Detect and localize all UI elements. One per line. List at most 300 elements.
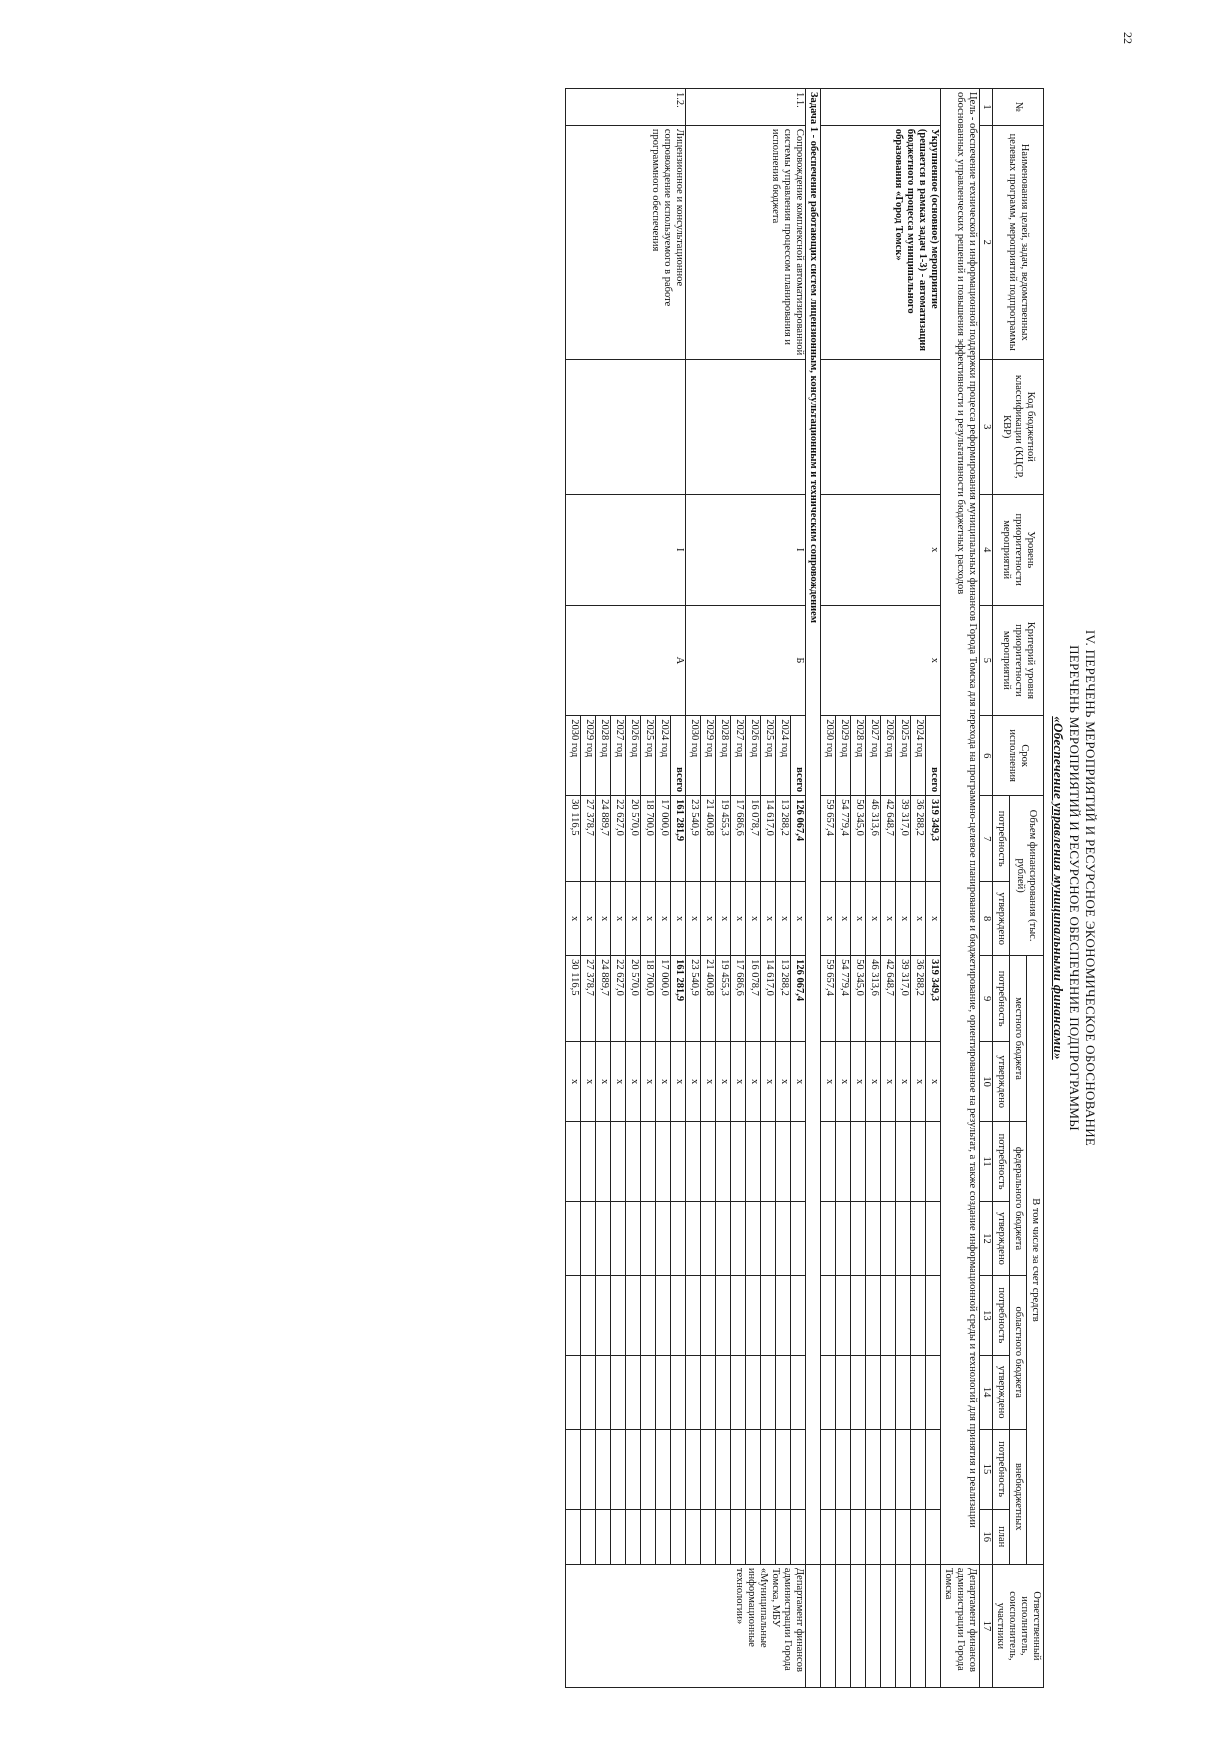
empty-cell (896, 1355, 911, 1429)
priority-criterion: А (566, 605, 686, 716)
header-name: Наименования целей, задач, ведомственных целевых программ, мероприятий подпрограммы (993, 125, 1044, 359)
empty-cell (671, 1355, 686, 1429)
column-number: 13 (980, 1275, 993, 1355)
local-approved-cell: x (851, 1042, 866, 1122)
empty-cell (701, 1122, 716, 1202)
empty-cell (671, 1122, 686, 1202)
local-approved-cell: x (716, 1042, 731, 1122)
empty-cell (881, 1275, 896, 1355)
empty-cell (881, 1355, 896, 1429)
local-need-cell: 54 779,4 (836, 956, 851, 1042)
need-cell: 59 657,4 (821, 796, 836, 882)
empty-cell (776, 1509, 791, 1564)
term-cell: 2027 год (611, 716, 626, 796)
approved-cell: x (716, 882, 731, 956)
table-row (791, 89, 806, 1688)
empty-cell (776, 1355, 791, 1429)
approved-cell: x (641, 882, 656, 956)
approved-cell: x (881, 882, 896, 956)
empty-cell (716, 1122, 731, 1202)
empty-cell (656, 1509, 671, 1564)
header-need: потребность (993, 956, 1010, 1042)
priority-criterion: Б (686, 605, 806, 716)
empty-cell (566, 1202, 581, 1276)
priority-level: I (686, 494, 806, 605)
header-resp: Ответственный исполнитель, соисполнитель, участники (993, 1564, 1044, 1687)
local-approved-cell: x (896, 1042, 911, 1122)
responsible-cell (926, 1564, 941, 1687)
empty-cell (896, 1509, 911, 1564)
local-approved-cell: x (731, 1042, 746, 1122)
approved-cell: x (671, 882, 686, 956)
row-number: 1.1. (686, 89, 806, 126)
column-number: 2 (980, 125, 993, 359)
approved-cell: x (851, 882, 866, 956)
empty-cell (716, 1429, 731, 1509)
need-cell: 21 400,8 (701, 796, 716, 882)
empty-cell (641, 1355, 656, 1429)
empty-cell (656, 1355, 671, 1429)
empty-cell (926, 1122, 941, 1202)
empty-cell (566, 1429, 581, 1509)
empty-cell (746, 1122, 761, 1202)
approved-cell: x (746, 882, 761, 956)
measure-name: Сопровождение комплексной автоматизированной системы управления процессом планирования и исполнения бюджета (686, 125, 806, 359)
header-volume: Объем финансирования (тыс. рублей) (1010, 796, 1044, 956)
column-number: 7 (980, 796, 993, 882)
header-approved: утверждено (993, 1042, 1010, 1122)
empty-cell (731, 1202, 746, 1276)
header-approved: утверждено (993, 1202, 1010, 1276)
empty-cell (821, 1429, 836, 1509)
need-cell: 46 313,6 (866, 796, 881, 882)
empty-cell (626, 1202, 641, 1276)
approved-cell: x (566, 882, 581, 956)
local-approved-cell: x (866, 1042, 881, 1122)
empty-cell (926, 1429, 941, 1509)
term-cell: 2029 год (836, 716, 851, 796)
local-approved-cell: x (926, 1042, 941, 1122)
local-approved-cell: x (776, 1042, 791, 1122)
empty-cell (776, 1275, 791, 1355)
empty-cell (851, 1355, 866, 1429)
column-number: 14 (980, 1355, 993, 1429)
empty-cell (761, 1355, 776, 1429)
responsible-cell (896, 1564, 911, 1687)
title-line-1: IV. ПЕРЕЧЕНЬ МЕРОПРИЯТИЙ И РЕСУРСНОЕ ЭКОНОМИЧЕСКОЕ ОБОСНОВАНИЕ (1083, 629, 1098, 1147)
approved-cell: x (791, 882, 806, 956)
empty-cell (926, 1509, 941, 1564)
local-approved-cell: x (581, 1042, 596, 1122)
priority-criterion: x (821, 605, 941, 716)
need-cell: 30 116,5 (566, 796, 581, 882)
task-responsible (806, 1564, 821, 1687)
empty-cell (626, 1509, 641, 1564)
term-cell: всего (671, 716, 686, 796)
empty-cell (821, 1202, 836, 1276)
empty-cell (641, 1509, 656, 1564)
table-body (566, 89, 980, 1688)
empty-cell (911, 1122, 926, 1202)
empty-cell (896, 1122, 911, 1202)
empty-cell (611, 1275, 626, 1355)
term-cell: 2030 год (686, 716, 701, 796)
term-cell: 2028 год (851, 716, 866, 796)
empty-cell (731, 1355, 746, 1429)
local-need-cell: 19 455,3 (716, 956, 731, 1042)
empty-cell (851, 1275, 866, 1355)
column-number: 10 (980, 1042, 993, 1122)
empty-cell (791, 1275, 806, 1355)
column-number: 12 (980, 1202, 993, 1276)
budget-code (566, 359, 686, 494)
empty-cell (581, 1355, 596, 1429)
empty-cell (776, 1202, 791, 1276)
local-approved-cell: x (641, 1042, 656, 1122)
column-number: 1 (980, 89, 993, 126)
local-need-cell: 36 288,2 (911, 956, 926, 1042)
empty-cell (641, 1429, 656, 1509)
empty-cell (656, 1275, 671, 1355)
term-cell: 2026 год (881, 716, 896, 796)
title-line-3: «Обеспечение управления муниципальными финансами» (1051, 716, 1066, 1060)
responsible-cell (836, 1564, 851, 1687)
empty-cell (581, 1429, 596, 1509)
empty-cell (671, 1275, 686, 1355)
approved-cell: x (896, 882, 911, 956)
header-criterion: Критерий уровня приоритетности мероприятий (993, 605, 1044, 716)
empty-cell (866, 1122, 881, 1202)
approved-cell: x (776, 882, 791, 956)
local-approved-cell: x (761, 1042, 776, 1122)
empty-cell (791, 1355, 806, 1429)
need-cell: 24 889,7 (596, 796, 611, 882)
column-numbers-row (980, 89, 993, 1688)
empty-cell (881, 1429, 896, 1509)
header-approved: утверждено (993, 1355, 1010, 1429)
column-number: 16 (980, 1509, 993, 1564)
empty-cell (686, 1429, 701, 1509)
local-need-cell: 23 540,9 (686, 956, 701, 1042)
column-number: 17 (980, 1564, 993, 1687)
header-need: потребность (993, 1122, 1010, 1202)
local-need-cell: 39 317,0 (896, 956, 911, 1042)
empty-cell (866, 1429, 881, 1509)
local-need-cell: 14 617,0 (761, 956, 776, 1042)
term-cell: 2024 год (776, 716, 791, 796)
need-cell: 42 648,7 (881, 796, 896, 882)
empty-cell (671, 1202, 686, 1276)
empty-cell (686, 1509, 701, 1564)
local-approved-cell: x (626, 1042, 641, 1122)
local-need-cell: 13 288,2 (776, 956, 791, 1042)
empty-cell (596, 1355, 611, 1429)
approved-cell: x (836, 882, 851, 956)
need-cell: 27 378,7 (581, 796, 596, 882)
empty-cell (701, 1355, 716, 1429)
header-approved: утверждено (993, 882, 1010, 956)
empty-cell (596, 1275, 611, 1355)
local-approved-cell: x (596, 1042, 611, 1122)
local-approved-cell: x (791, 1042, 806, 1122)
local-need-cell: 21 400,8 (701, 956, 716, 1042)
empty-cell (866, 1509, 881, 1564)
empty-cell (701, 1202, 716, 1276)
header-term: Срок исполнения (993, 716, 1044, 796)
need-cell: 319 349,3 (926, 796, 941, 882)
empty-cell (596, 1202, 611, 1276)
need-cell: 23 540,9 (686, 796, 701, 882)
responsible-cell (911, 1564, 926, 1687)
header-local: местного бюджета (1010, 956, 1027, 1122)
empty-cell (716, 1355, 731, 1429)
empty-cell (911, 1202, 926, 1276)
empty-cell (701, 1509, 716, 1564)
empty-cell (566, 1122, 581, 1202)
empty-cell (746, 1509, 761, 1564)
empty-cell (641, 1275, 656, 1355)
term-cell: 2026 год (626, 716, 641, 796)
empty-cell (761, 1202, 776, 1276)
empty-cell (821, 1355, 836, 1429)
empty-cell (731, 1509, 746, 1564)
need-cell: 13 288,2 (776, 796, 791, 882)
empty-cell (866, 1202, 881, 1276)
need-cell: 17 000,0 (656, 796, 671, 882)
empty-cell (626, 1122, 641, 1202)
need-cell: 54 779,4 (836, 796, 851, 882)
need-cell: 39 317,0 (896, 796, 911, 882)
local-need-cell: 20 570,0 (626, 956, 641, 1042)
empty-cell (641, 1122, 656, 1202)
approved-cell: x (866, 882, 881, 956)
term-cell: 2028 год (716, 716, 731, 796)
column-number: 8 (980, 882, 993, 956)
empty-cell (926, 1355, 941, 1429)
term-cell: 2029 год (581, 716, 596, 796)
empty-cell (866, 1355, 881, 1429)
approved-cell: x (656, 882, 671, 956)
term-cell: 2025 год (761, 716, 776, 796)
empty-cell (776, 1429, 791, 1509)
empty-cell (611, 1202, 626, 1276)
need-cell: 18 700,0 (641, 796, 656, 882)
local-approved-cell: x (821, 1042, 836, 1122)
priority-level: x (821, 494, 941, 605)
header-extra: внебюджетных (1010, 1429, 1027, 1564)
term-cell: 2027 год (866, 716, 881, 796)
column-number: 5 (980, 605, 993, 716)
responsible-cell (821, 1564, 836, 1687)
empty-cell (791, 1429, 806, 1509)
goal-text: Цель - обеспечение технической и информационной поддержки процесса реформирования муниципальных финансов Города Томска для перехода на программно-целевое планирование и бюджетирование, ориентированное на результат, а также создание информационной среды и технологий для принятия и реализации обоснованных управленческих решений и повышения эффективности и результативности бюджетных расходов (941, 89, 980, 1565)
rotated-page (98, 88, 1098, 1688)
empty-cell (626, 1355, 641, 1429)
local-need-cell: 27 378,7 (581, 956, 596, 1042)
header-plan: план (993, 1509, 1010, 1564)
responsible-cell (881, 1564, 896, 1687)
budget-code (821, 359, 941, 494)
empty-cell (791, 1509, 806, 1564)
empty-cell (746, 1275, 761, 1355)
empty-cell (701, 1275, 716, 1355)
header-need: потребность (993, 1429, 1010, 1509)
empty-cell (761, 1275, 776, 1355)
empty-cell (851, 1122, 866, 1202)
need-cell: 50 345,0 (851, 796, 866, 882)
measure-name: Лицензионное и консультационное сопровождение используемого в работе программного обеспечения (566, 125, 686, 359)
row-number: 1.2. (566, 89, 686, 126)
budget-code (686, 359, 806, 494)
empty-cell (686, 1275, 701, 1355)
empty-cell (566, 1275, 581, 1355)
local-approved-cell: x (881, 1042, 896, 1122)
empty-cell (836, 1509, 851, 1564)
row-number (821, 89, 941, 126)
empty-cell (791, 1202, 806, 1276)
term-cell: 2026 год (746, 716, 761, 796)
local-need-cell: 16 078,7 (746, 956, 761, 1042)
column-number: 11 (980, 1122, 993, 1202)
header-level: Уровень приоритетности мероприятий (993, 494, 1044, 605)
need-cell: 36 288,2 (911, 796, 926, 882)
term-cell: 2024 год (656, 716, 671, 796)
empty-cell (926, 1275, 941, 1355)
column-number: 3 (980, 359, 993, 494)
approved-cell: x (761, 882, 776, 956)
empty-cell (836, 1202, 851, 1276)
empty-cell (596, 1122, 611, 1202)
local-approved-cell: x (671, 1042, 686, 1122)
header-code: Код бюджетной классификации (КЦСР, КВР) (993, 359, 1044, 494)
local-approved-cell: x (656, 1042, 671, 1122)
local-need-cell: 17 686,6 (731, 956, 746, 1042)
empty-cell (611, 1429, 626, 1509)
empty-cell (836, 1275, 851, 1355)
need-cell: 20 570,0 (626, 796, 641, 882)
goal-responsible: Департамент финансов администрации Города Томска (941, 1564, 980, 1687)
empty-cell (716, 1275, 731, 1355)
empty-cell (686, 1122, 701, 1202)
need-cell: 22 627,0 (611, 796, 626, 882)
empty-cell (836, 1355, 851, 1429)
need-cell: 19 455,3 (716, 796, 731, 882)
empty-cell (746, 1202, 761, 1276)
empty-cell (596, 1509, 611, 1564)
empty-cell (851, 1429, 866, 1509)
approved-cell: x (731, 882, 746, 956)
header-regional: областного бюджета (1010, 1275, 1027, 1429)
empty-cell (686, 1355, 701, 1429)
local-need-cell: 24 889,7 (596, 956, 611, 1042)
need-cell: 126 067,4 (791, 796, 806, 882)
header-need: потребность (993, 796, 1010, 882)
local-approved-cell: x (911, 1042, 926, 1122)
empty-cell (581, 1275, 596, 1355)
empty-cell (671, 1429, 686, 1509)
column-number: 4 (980, 494, 993, 605)
empty-cell (611, 1509, 626, 1564)
empty-cell (896, 1275, 911, 1355)
empty-cell (611, 1122, 626, 1202)
empty-cell (821, 1275, 836, 1355)
empty-cell (656, 1122, 671, 1202)
document-title (1050, 88, 1098, 1688)
term-cell: 2030 год (821, 716, 836, 796)
empty-cell (836, 1429, 851, 1509)
empty-cell (581, 1509, 596, 1564)
empty-cell (911, 1509, 926, 1564)
need-cell: 16 078,7 (746, 796, 761, 882)
empty-cell (881, 1202, 896, 1276)
approved-cell: x (821, 882, 836, 956)
column-number: 9 (980, 956, 993, 1042)
local-approved-cell: x (611, 1042, 626, 1122)
empty-cell (911, 1429, 926, 1509)
empty-cell (581, 1202, 596, 1276)
empty-cell (671, 1509, 686, 1564)
measures-table (565, 88, 1044, 1688)
task-row (806, 89, 821, 1688)
local-approved-cell: x (746, 1042, 761, 1122)
empty-cell (731, 1122, 746, 1202)
term-cell: 2030 год (566, 716, 581, 796)
term-cell: 2028 год (596, 716, 611, 796)
need-cell: 17 686,6 (731, 796, 746, 882)
empty-cell (896, 1429, 911, 1509)
empty-cell (881, 1122, 896, 1202)
approved-cell: x (701, 882, 716, 956)
local-need-cell: 50 345,0 (851, 956, 866, 1042)
empty-cell (716, 1202, 731, 1276)
empty-cell (836, 1122, 851, 1202)
empty-cell (701, 1429, 716, 1509)
term-cell: всего (791, 716, 806, 796)
empty-cell (566, 1509, 581, 1564)
empty-cell (926, 1202, 941, 1276)
page-number: 22 (1121, 32, 1135, 44)
column-number: 15 (980, 1429, 993, 1509)
local-need-cell: 46 313,6 (866, 956, 881, 1042)
table-row (926, 89, 941, 1688)
empty-cell (731, 1275, 746, 1355)
local-need-cell: 59 657,4 (821, 956, 836, 1042)
header-federal: федерального бюджета (1010, 1122, 1027, 1276)
empty-cell (911, 1275, 926, 1355)
empty-cell (686, 1202, 701, 1276)
local-approved-cell: x (701, 1042, 716, 1122)
header-need: потребность (993, 1275, 1010, 1355)
empty-cell (761, 1509, 776, 1564)
empty-cell (611, 1355, 626, 1429)
approved-cell: x (581, 882, 596, 956)
approved-cell: x (611, 882, 626, 956)
responsible-cell: Департамент финансов администрации Города Томска, МБУ «Муниципальные информационные технологии» (566, 1564, 806, 1687)
empty-cell (776, 1122, 791, 1202)
local-approved-cell: x (686, 1042, 701, 1122)
empty-cell (626, 1275, 641, 1355)
empty-cell (866, 1275, 881, 1355)
empty-cell (761, 1429, 776, 1509)
local-need-cell: 319 349,3 (926, 956, 941, 1042)
empty-cell (596, 1429, 611, 1509)
term-cell: 2027 год (731, 716, 746, 796)
need-cell: 14 617,0 (761, 796, 776, 882)
term-cell: 2025 год (641, 716, 656, 796)
approved-cell: x (686, 882, 701, 956)
table-row (671, 89, 686, 1688)
responsible-cell (866, 1564, 881, 1687)
